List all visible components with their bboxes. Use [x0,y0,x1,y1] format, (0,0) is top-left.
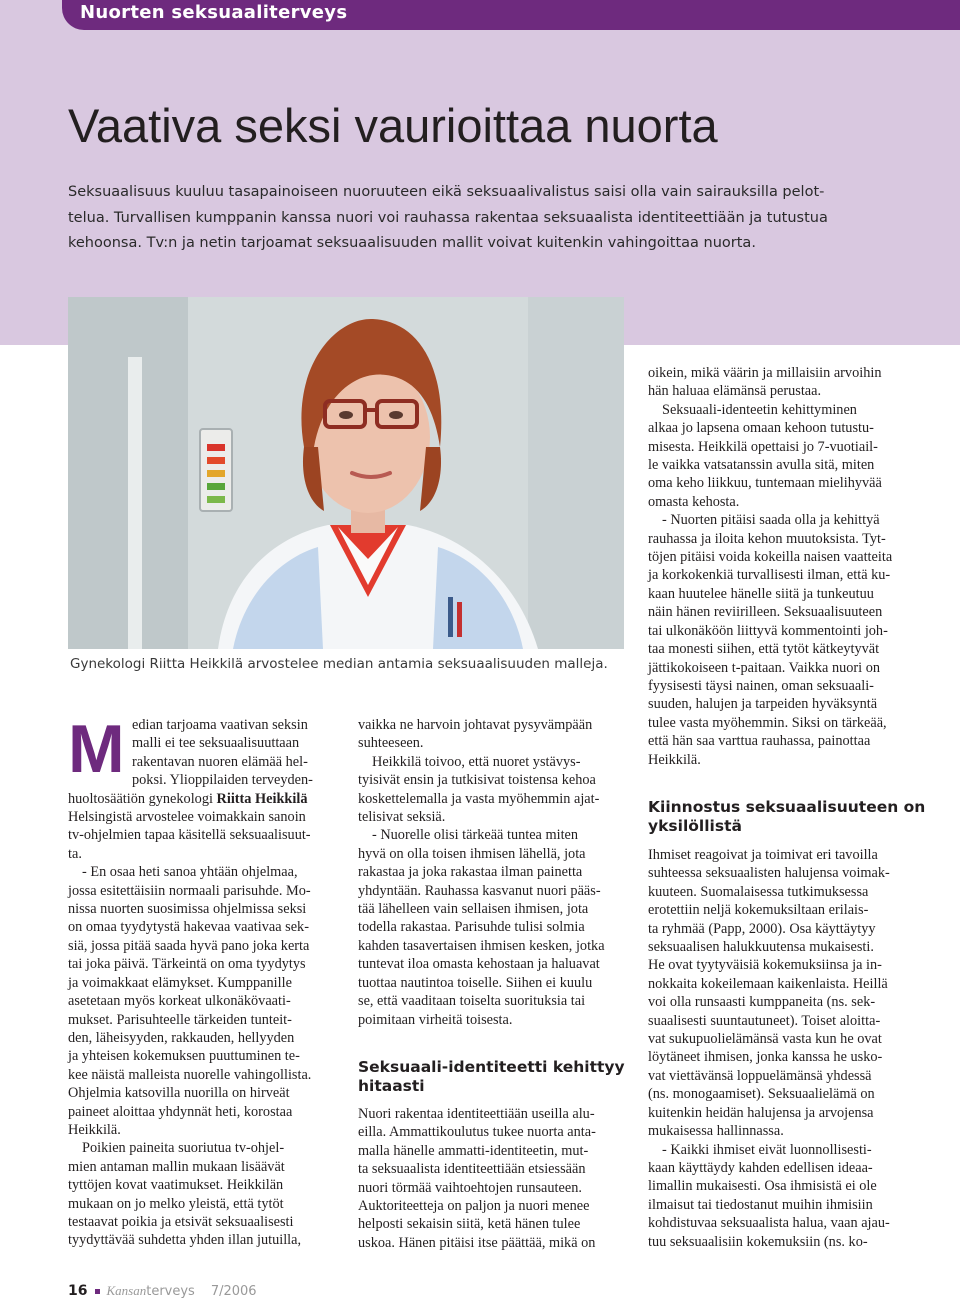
text-line: Ohjelmia katsovilla nuorilla on hirveät [68,1085,290,1102]
text-line: malli ei tee seksuaalisuuttaan [132,735,300,752]
text-line: ja voimakkaat elämykset. Kumppanille [68,974,292,991]
article-column-2-lower [358,1105,630,1252]
text-line: tulee vasta myöhemmin. Siksi on tärkeää, [648,714,887,731]
paragraph [68,863,340,1139]
text-line: tyisivät ensin ja tutkisivat toistensa kehoa [358,772,596,789]
text-line: ta ryhmää (Papp, 2000). Osa käyttäytyy [648,920,876,937]
paragraph [648,511,920,769]
text-line: He ovat tyytyväisiä kokemuksiinsa ja in- [648,957,882,974]
text-line: töjen pitäisi voida kokeilla naisen vaatteita [648,549,893,566]
subheading-line: Seksuaali-identiteetti kehittyy [358,1058,625,1076]
subheading-line: hitaasti [358,1077,425,1095]
text-line: voi olla runsaasti kumppaneita (ns. sek- [648,994,876,1011]
text-line: misesta. Heikkilä opettaisi jo 7-vuotiail- [648,438,878,455]
text-line: mukset. Parisuhteelle tärkeiden tunteit- [68,1011,292,1028]
text-line: suhteeseen. [358,735,424,752]
section-label: Nuorten seksuaaliterveys [80,2,348,23]
lead-line: Seksuaalisuus kuuluu tasapainoiseen nuoruuteen eikä seksuaalivalistus saisi olla vain sairauksilla pelot- [68,184,825,200]
text-line: erotettiin neljä kokemuksiltaan erilais- [648,902,869,919]
magazine-brand-suffix: terveys [146,1284,195,1299]
text-line: tyydyttävää suhdetta yhden illan jutuilla, [68,1232,302,1249]
paragraph [358,753,630,827]
text-line: tai ulkonäköön liittyvä kommentointi joh- [648,622,888,639]
text-line: Heikkilä toivoo, että nuoret ystävys- [372,753,581,770]
text-line: helposti sekaisin siitä, ketä hänen tulee [358,1216,581,1233]
text-line: koskettelemalla ja vasta myöhemmin ajat- [358,790,600,807]
article-headline: Vaativa seksi vaurioittaa nuorta [68,99,718,152]
text-line: kaan käyttäydy kahden edellisen ideaa- [648,1159,873,1176]
text-line: telisivat seksiä. [358,809,446,826]
text-line [68,790,340,808]
header-band [0,0,960,345]
text-line: nissa nuorten suosimissa ohjelmissa seksi [68,901,307,918]
text-line: poimitaan virheitä toisesta. [358,1011,513,1028]
article-column-2 [358,716,630,1029]
text-line: hän haluaa elämänsä perustaa. [648,383,822,400]
text-line: rakentavan nuoren elämää hel- [132,753,308,770]
drop-cap: M [68,711,125,787]
text-line: ta seksuaalista identiteettiään etsiessään [358,1161,586,1178]
text-line: tai joka päivä. Tärkeintä on oma tyydytys [68,956,306,973]
text-line: eilla. Ammattikoulutus tukee nuorta anta- [358,1124,596,1141]
person-name: Riitta Heikkilä [216,790,308,807]
text-line: alkaa jo lapsena omaan kehoon tutustu- [648,420,874,437]
text-line: vat sukupuolielämänsä vasta kun he ovat [648,1031,882,1048]
subheading-line: yksilöllistä [648,817,742,835]
text-line: limallin mukaisesti. Osa ihmisistä ei ole [648,1178,877,1195]
text-line: Helsingistä arvostelee voimakkain sanoin [68,809,306,826]
text-line: rakastaa ja joka rakastaa ilman painetta [358,864,583,881]
section-subheading [648,798,925,836]
text-line: - Nuorelle olisi tärkeää tuntea miten [372,827,579,844]
text-line: tyttöjen kovat vaatimukset. Heikkilän [68,1177,284,1194]
lead-line: kehoonsa. Tv:n ja netin tarjoamat seksuaalisuuden mallit voivat kuitenkin vahingoittaa nuorta. [68,235,756,251]
text-line: asetetaan myös korkeat ulkonäkövaati- [68,993,291,1010]
text-line: taa monesti siihen, että tytöt kätkeytyvät [648,641,880,658]
text-line: että hän saa varttua rauhassa, painottaa [648,733,871,750]
text-line: mukaisessa hallinnassa. [648,1123,784,1140]
text-line: (ns. monogaamiset). Seksuaalielämä on [648,1086,875,1103]
text-line: Heikkilä. [68,1121,121,1138]
text-line: kuuteen. Suomalaisessa tutkimuksessa [648,883,869,900]
text-line: le vaikka vatsatanssin avulla sitä, miten [648,457,875,474]
text-line: Poikien paineita suoriutua tv-ohjel- [82,1140,285,1157]
paragraph [68,1139,340,1249]
paragraph [648,364,920,401]
text-line: seksuaalisen halukkuutensa mukaisesti. [648,939,874,956]
page-footer [68,1281,257,1301]
text-line: - Kaikki ihmiset eivät luonnollisesti- [662,1141,872,1158]
text-line: vaikka ne harvoin johtavat pysyvämpään [358,717,593,733]
article-column-3 [648,364,920,769]
paragraph [358,826,630,1028]
article-column-3-lower [648,846,920,1251]
text-line: testaavat poikia ja etsivät seksuaalisesti [68,1213,294,1230]
issue-number: 7/2006 [210,1284,257,1299]
text-line: jättikokoiseen t-paitaan. Vaikka nuori on [648,659,881,676]
text-line: jossa esitettäisiin normaali parisuhde. Mo- [68,882,311,899]
text-line: poksi. Ylioppilaiden terveyden- [132,772,313,789]
magazine-brand: Kansan [106,1283,147,1298]
paragraph [358,1105,630,1252]
text-line: mukaan on jo melko yleistä, että tytöt [68,1195,284,1212]
subheading-line: Kiinnostus seksuaalisuuteen on [648,798,926,816]
text-line: Auktoriteetteja on paljon ja nuori menee [358,1198,590,1215]
text-line: Seksuaali-identeetin kehittyminen [662,401,857,418]
text-line: vat viettävänsä loppuelämänsä yhdessä [648,1067,872,1084]
text-line: kaan huutelee hänelle siitä ja tunkeutuu [648,585,874,602]
text-line: tuntevat iloa omasta kehostaan ja haluavat [358,956,600,973]
text-line: siä, jossa pitää saada hyvä pano joka kerta [68,937,310,954]
text-line: omasta kehosta. [648,493,740,510]
text-line: tuottaa nautintoa toiselle. Siihen ei kuulu [358,974,593,991]
text-line: löytäneet ihmisen, jonka kanssa he usko- [648,1049,883,1066]
text-line: tuu seksuaalisiin kokemuksiin (ns. ko- [648,1233,868,1250]
text-line: uskoa. Hänen pitäisi itse päättää, mikä on [358,1234,596,1251]
text-line: kuitenkin heidän halujensa ja arvojensa [648,1104,874,1121]
text-line: yhdyntään. Rauhassa kasvanut nuori pääs- [358,882,601,899]
text-line: ja yhteisen kokemuksen puuttuminen te- [68,1048,300,1065]
portrait-photo [68,297,624,649]
text-line: - Nuorten pitäisi saada olla ja kehittyä [662,512,880,529]
page-number: 16 [68,1283,88,1299]
text-line: Nuori rakentaa identiteettiään useilla alu- [358,1106,595,1122]
text-line: suuden, halujen ja tarpeiden hyväksyntä [648,696,878,713]
paragraph [68,711,340,863]
text-line: oma keho liikkuu, tuntemaan mielihyvää [648,475,882,492]
text-line: malla hänelle ammatti-identiteetin, mut- [358,1142,589,1159]
text-line: rauhassa ja iloita kehon muutoksista. Tyt- [648,530,886,547]
paragraph [648,1141,920,1251]
text-line: kohdistuvaa seksuaalista halua, vaan ajau- [648,1215,890,1232]
text-fragment: huoltosäätiön gynekologi [68,790,217,807]
text-line: ja korkokenkiä turvallisesti ilman, että ku- [648,567,891,584]
text-line: suhteessa seksuaalisten halujensa voimak- [648,865,890,882]
paragraph [648,846,920,1141]
lead-line: telua. Turvallisen kumppanin kanssa nuori voi rauhassa rakentaa seksuaalista identiteettiään ja tutustua [68,209,828,226]
text-line: - En osaa heti sanoa yhtään ohjelmaa, [82,864,298,881]
text-line: mien antaman mallin mukaan lisäävät [68,1158,285,1175]
section-subheading [358,1058,625,1096]
text-line: tää lähelleen vain sellaisen ihmisen, jota [358,901,589,918]
text-line: den, läheisyyden, rakkauden, hellyyden [68,1029,295,1046]
text-line: oikein, mikä väärin ja millaisiin arvoihin [648,365,882,381]
text-line: edian tarjoama vaativan seksin [132,717,308,733]
paragraph [648,401,920,511]
text-line: paineet aloittaa yhdynnät heti, korostaa [68,1103,293,1120]
paragraph [358,716,630,753]
text-line: nuori törmää vaihtoehtojen runsauteen. [358,1179,582,1196]
text-line: kahden tasavertaisen ihmisen kesken, jotka [358,937,605,954]
text-line: Heikkilä. [648,751,701,768]
article-lead [68,180,828,257]
bullet-icon [95,1289,100,1294]
text-line: ta. [68,845,82,862]
photo-caption: Gynekologi Riitta Heikkilä arvostelee median antamia seksuaalisuuden malleja. [70,656,608,672]
text-line: hyvä on olla toisen ihmisen lähellä, jota [358,845,586,862]
text-line: näin hänen reviirilleen. Seksuaalisuuteen [648,604,883,621]
text-line: kee näistä malleista nuorelle vahingollista. [68,1066,312,1083]
text-line: ilmaisut tai tiedostanut muihin ihmisiin [648,1196,873,1213]
text-line: fyysisesti täysi nainen, oman seksuaali- [648,677,874,694]
article-column-1 [68,711,340,1250]
text-line: todella rakastaa. Parisuhde tulisi solmia [358,919,585,936]
text-line: se, että vaaditaan toiselta suorituksia tai [358,993,586,1010]
text-line: suaalisesti suuntautuneet). Toiset aloitta- [648,1012,881,1029]
text-line: nokkaita kokeilemaan kaikenlaista. Heillä [648,975,888,992]
text-line: tv-ohjelmien tapaa käsitellä seksuaalisuut- [68,827,311,844]
text-line: on omaa tyydytystä hakevaa vaativaa sek- [68,919,309,936]
text-line: Ihmiset reagoivat ja toimivat eri tavoilla [648,847,878,863]
